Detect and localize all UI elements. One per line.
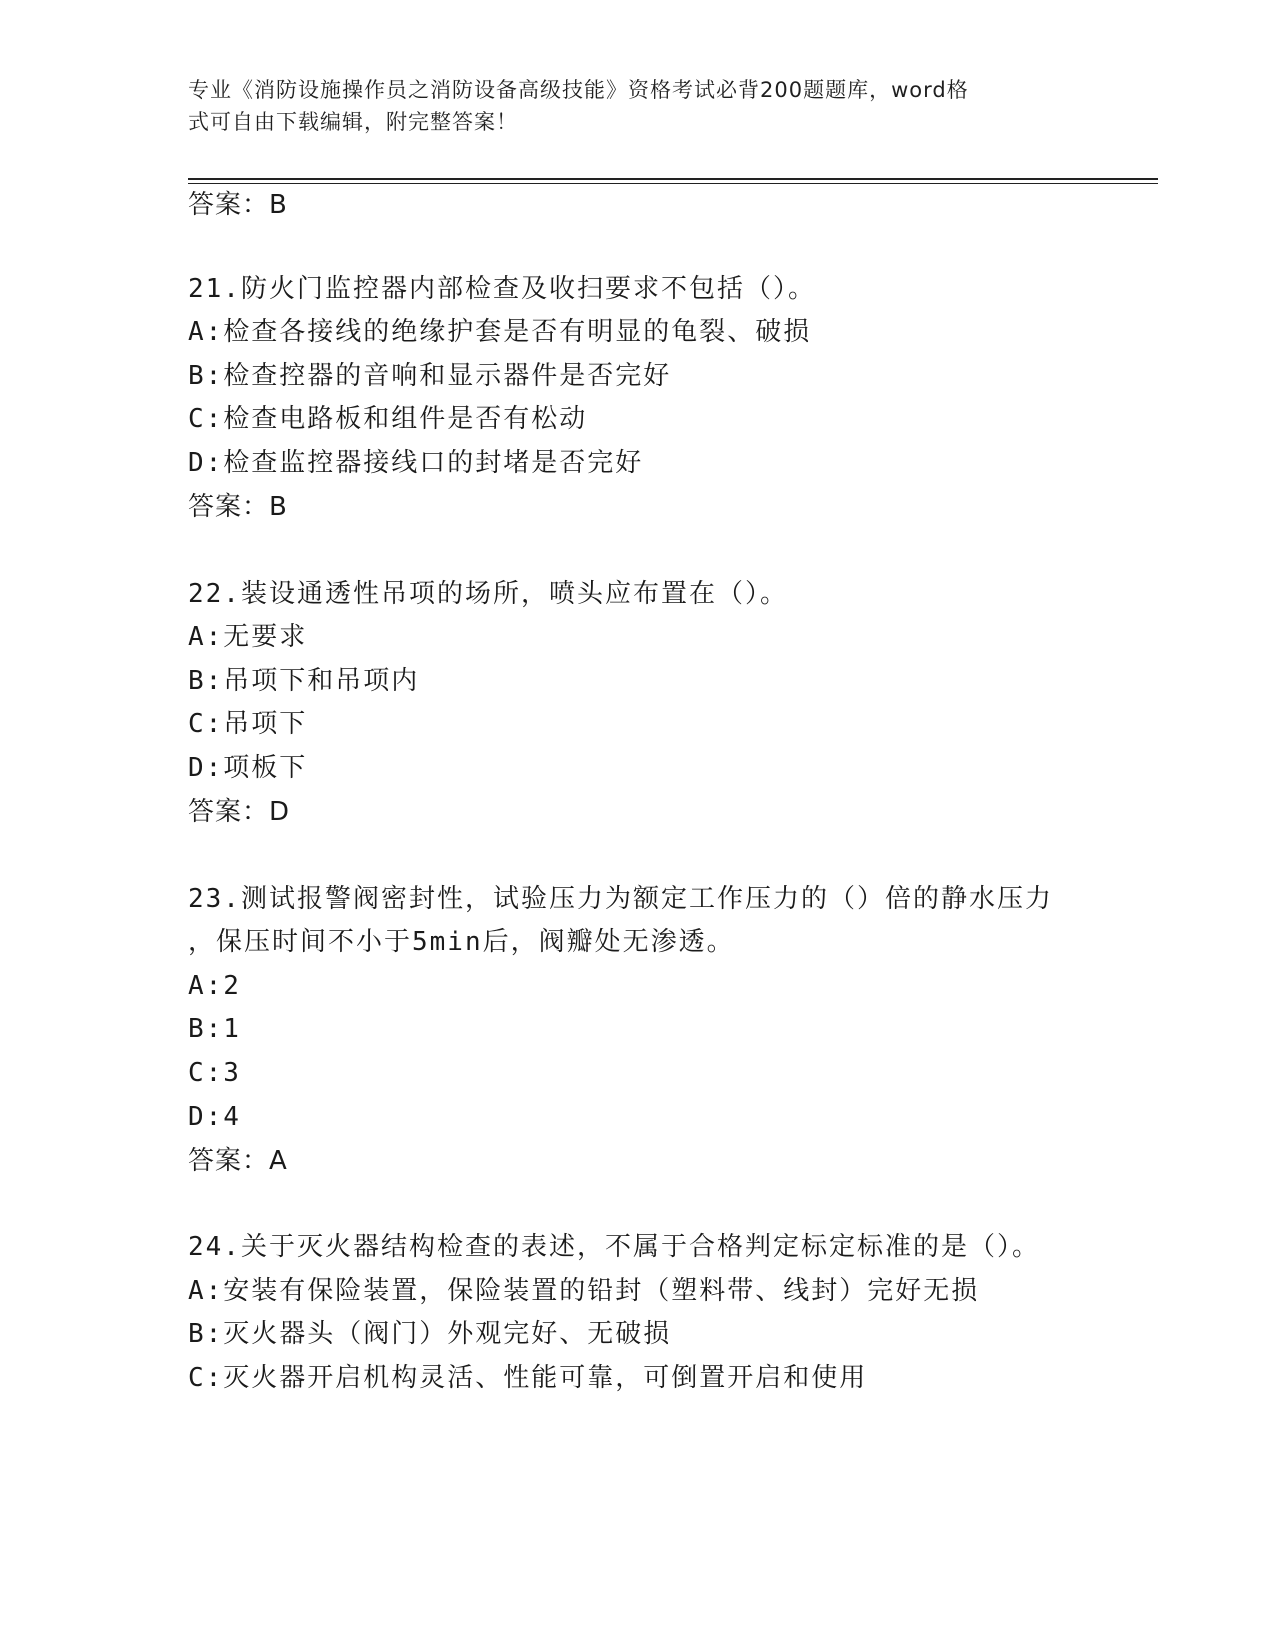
question-23-option-d: D:4 [188, 1102, 241, 1132]
question-22-option-c: C:吊项下 [188, 709, 308, 739]
question-24-stem: 24.关于灭火器结构检查的表述，不属于合格判定标定标准的是（）。 [188, 1232, 1040, 1262]
answer-21: 答案：B [188, 492, 288, 522]
question-21-option-d: D:检查监控器接线口的封堵是否完好 [188, 448, 644, 478]
header-line-2: 式可自由下载编辑，附完整答案！ [188, 110, 518, 134]
question-22-stem: 22.装设通透性吊项的场所，喷头应布置在（）。 [188, 579, 788, 609]
question-23-option-c: C:3 [188, 1058, 241, 1088]
answer-20: 答案：B [188, 190, 288, 220]
answer-22: 答案：D [188, 797, 291, 827]
header-divider-thin [188, 183, 1158, 184]
question-23-stem-line-1: 23.测试报警阀密封性，试验压力为额定工作压力的（）倍的静水压力 [188, 884, 1053, 914]
question-22-option-b: B:吊项下和吊项内 [188, 666, 420, 696]
question-24-option-c: C:灭火器开启机构灵活、性能可靠，可倒置开启和使用 [188, 1363, 868, 1393]
question-22-option-a: A:无要求 [188, 622, 308, 652]
answer-23: 答案：A [188, 1146, 288, 1176]
question-22-option-d: D:项板下 [188, 753, 308, 783]
question-24-option-b: B:灭火器头（阀门）外观完好、无破损 [188, 1319, 672, 1349]
question-21-option-b: B:检查控器的音响和显示器件是否完好 [188, 361, 672, 391]
question-21-option-a: A:检查各接线的绝缘护套是否有明显的龟裂、破损 [188, 317, 812, 347]
header-line-1: 专业《消防设施操作员之消防设备高级技能》资格考试必背200题题库，word格 [188, 78, 969, 102]
question-23-stem-line-2: ，保压时间不小于5min后，阀瓣处无渗透。 [188, 927, 735, 957]
question-23-option-b: B:1 [188, 1014, 241, 1044]
question-24-option-a: A:安装有保险装置，保险装置的铅封（塑料带、线封）完好无损 [188, 1276, 980, 1306]
question-21-stem: 21.防火门监控器内部检查及收扫要求不包括（）。 [188, 274, 816, 304]
question-21-option-c: C:检查电路板和组件是否有松动 [188, 404, 588, 434]
question-23-option-a: A:2 [188, 971, 241, 1001]
header-divider-thick [188, 178, 1158, 180]
page-header [188, 74, 1068, 138]
